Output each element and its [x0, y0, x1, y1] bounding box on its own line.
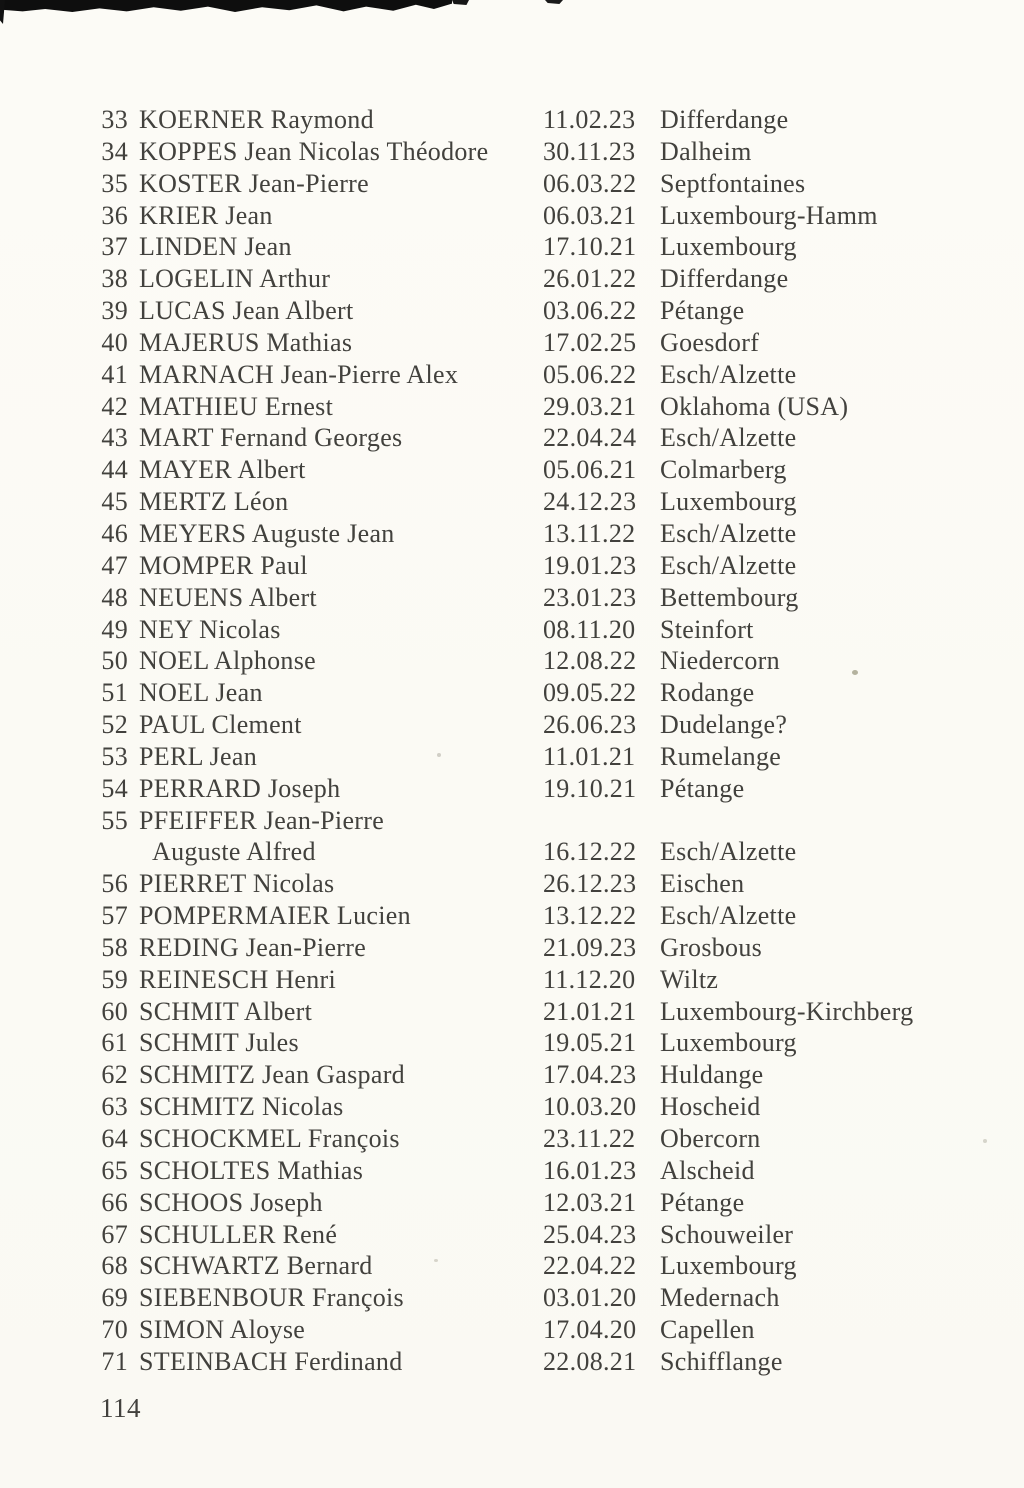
entry-birthdate: 22.08.21	[543, 1346, 637, 1376]
entry-number: 69	[101, 1283, 128, 1313]
entry-number: 64	[101, 1124, 128, 1153]
entry-name: NOEL Jean	[139, 678, 263, 708]
list-row	[97, 645, 957, 677]
list-row	[97, 1187, 957, 1219]
entry-name: MART Fernand Georges	[139, 423, 403, 453]
entry-name: SCHMITZ Jean Gaspard	[139, 1060, 405, 1090]
entry-number: 66	[101, 1187, 128, 1217]
list-row	[97, 136, 957, 168]
list-row	[97, 932, 957, 964]
entry-name: PERL Jean	[139, 741, 257, 771]
entry-number: 45	[101, 487, 128, 517]
entry-birthdate: 10.03.20	[543, 1092, 637, 1122]
list-row	[97, 709, 957, 741]
entry-birthplace: Schouweiler	[660, 1219, 794, 1249]
entry-birthdate: 17.02.25	[543, 327, 637, 357]
entry-birthplace: Differdange	[660, 105, 789, 134]
list-row	[97, 359, 957, 391]
entry-number: 34	[101, 136, 128, 166]
entry-birthdate: 17.04.20	[543, 1315, 637, 1345]
entry-name: KOERNER Raymond	[139, 105, 374, 134]
entry-birthdate: 16.01.23	[543, 1155, 637, 1185]
entry-birthplace: Obercorn	[660, 1124, 761, 1153]
entry-name: SCHWARTZ Bernard	[139, 1251, 373, 1281]
entry-name: MOMPER Paul	[139, 550, 308, 580]
entry-name: KOSTER Jean-Pierre	[139, 168, 369, 198]
list-row	[97, 1250, 957, 1282]
entry-number: 36	[101, 200, 128, 230]
scan-speck	[983, 1139, 987, 1143]
list-row	[97, 454, 957, 486]
scan-speck	[437, 753, 441, 757]
entry-number: 54	[101, 773, 128, 803]
scan-artifact-corner	[0, 0, 5, 24]
list-row	[97, 868, 957, 900]
entry-birthdate: 19.05.21	[543, 1028, 637, 1058]
page-number: 114	[100, 1393, 141, 1423]
entry-birthdate: 23.11.22	[543, 1124, 636, 1153]
entry-name: LOGELIN Arthur	[139, 264, 331, 294]
entry-number: 71	[101, 1346, 128, 1376]
entry-name: MAYER Albert	[139, 455, 306, 485]
entry-birthdate: 12.08.22	[543, 646, 637, 676]
entry-number: 37	[101, 232, 128, 262]
entry-number: 41	[101, 359, 128, 389]
name-register-list	[97, 104, 957, 1378]
entry-birthplace: Niedercorn	[660, 646, 780, 676]
list-row	[97, 1346, 957, 1378]
list-row	[97, 677, 957, 709]
entry-birthplace: Esch/Alzette	[660, 359, 797, 389]
entry-birthdate	[543, 805, 660, 837]
entry-number: 55	[101, 805, 128, 835]
entry-name: MARNACH Jean-Pierre Alex	[139, 359, 459, 389]
entry-number: 57	[101, 901, 128, 931]
entry-birthdate: 26.12.23	[543, 869, 637, 899]
list-row	[97, 1155, 957, 1187]
entry-birthplace: Rodange	[660, 678, 755, 708]
entry-number: 43	[101, 423, 128, 453]
entry-number: 50	[101, 646, 128, 676]
entry-name: REINESCH Henri	[139, 964, 337, 994]
entry-birthdate: 29.03.21	[543, 391, 637, 421]
entry-birthplace: Schifflange	[660, 1346, 783, 1376]
entry-name: KRIER Jean	[139, 200, 273, 230]
entry-name: PAUL Clement	[139, 710, 302, 740]
list-row	[97, 168, 957, 200]
entry-name: KOPPES Jean Nicolas Théodore	[139, 136, 489, 166]
list-row	[97, 1314, 957, 1346]
entry-number: 59	[101, 964, 128, 994]
entry-birthplace: Capellen	[660, 1315, 755, 1345]
entry-name: STEINBACH Ferdinand	[139, 1346, 403, 1376]
entry-birthplace: Esch/Alzette	[660, 518, 797, 548]
entry-number: 35	[101, 168, 128, 198]
entry-number: 51	[101, 678, 128, 708]
entry-number: 53	[101, 741, 128, 771]
entry-birthdate: 22.04.24	[543, 423, 637, 453]
list-row	[97, 1282, 957, 1314]
entry-birthplace: Dudelange?	[660, 710, 788, 740]
entry-birthdate: 13.12.22	[543, 901, 637, 931]
scan-artifact-top-bar	[0, 0, 452, 12]
entry-birthdate: 08.11.20	[543, 614, 636, 644]
list-row	[97, 1091, 957, 1123]
list-row	[97, 518, 957, 550]
entry-birthdate: 23.01.23	[543, 582, 637, 612]
entry-birthplace: Luxembourg	[660, 487, 797, 517]
entry-birthdate: 19.10.21	[543, 773, 637, 803]
entry-number: 62	[101, 1060, 128, 1090]
entry-name: SIMON Aloyse	[139, 1315, 306, 1345]
list-row	[97, 1027, 957, 1059]
scan-speck	[852, 670, 858, 675]
entry-name: LUCAS Jean Albert	[139, 296, 354, 326]
entry-birthdate: 03.01.20	[543, 1283, 637, 1313]
entry-birthdate: 16.12.22	[543, 837, 637, 867]
entry-birthplace: Alscheid	[660, 1155, 755, 1185]
list-row	[97, 614, 957, 646]
list-row	[97, 486, 957, 518]
list-row	[97, 1059, 957, 1091]
entry-number: 47	[101, 550, 128, 580]
entry-birthplace: Rumelange	[660, 741, 782, 771]
entry-name: MERTZ Léon	[139, 487, 289, 517]
entry-number: 46	[101, 518, 128, 548]
entry-birthdate: 13.11.22	[543, 518, 636, 548]
entry-birthplace: Esch/Alzette	[660, 550, 797, 580]
entry-name: SIEBENBOUR François	[139, 1283, 404, 1313]
list-row	[97, 263, 957, 295]
entry-number: 63	[101, 1092, 128, 1122]
entry-number: 49	[101, 614, 128, 644]
entry-number: 40	[101, 327, 128, 357]
entry-name: SCHULLER René	[139, 1219, 338, 1249]
entry-birthplace: Differdange	[660, 264, 789, 294]
list-row	[97, 391, 957, 423]
entry-name: SCHOOS Joseph	[139, 1187, 323, 1217]
entry-birthdate: 05.06.22	[543, 359, 637, 389]
entry-birthplace: Luxembourg	[660, 232, 797, 262]
entry-birthdate: 11.01.21	[543, 741, 636, 771]
entry-birthdate: 19.01.23	[543, 550, 637, 580]
list-row	[97, 295, 957, 327]
list-row	[97, 327, 957, 359]
list-row	[97, 996, 957, 1028]
entry-name: Auguste Alfred	[152, 837, 316, 867]
list-row	[97, 422, 957, 454]
entry-birthplace: Wiltz	[660, 964, 719, 994]
list-row	[97, 805, 957, 837]
entry-birthdate: 03.06.22	[543, 296, 637, 326]
entry-birthplace	[660, 805, 957, 837]
entry-name: PFEIFFER Jean-Pierre	[139, 805, 385, 835]
list-row	[97, 582, 957, 614]
entry-number: 42	[101, 391, 128, 421]
list-row	[97, 741, 957, 773]
entry-number: 61	[101, 1028, 128, 1058]
entry-birthplace: Bettembourg	[660, 582, 799, 612]
entry-birthplace: Dalheim	[660, 136, 752, 166]
entry-name: SCHOLTES Mathias	[139, 1155, 364, 1185]
scan-artifact-dash	[452, 0, 469, 5]
entry-birthplace: Pétange	[660, 1187, 745, 1217]
entry-name: SCHOCKMEL François	[139, 1124, 400, 1153]
entry-birthplace: Hoscheid	[660, 1092, 761, 1122]
entry-birthplace: Esch/Alzette	[660, 901, 797, 931]
entry-number: 44	[101, 455, 128, 485]
entry-name: NEUENS Albert	[139, 582, 317, 612]
entry-number: 70	[101, 1315, 128, 1345]
entry-name: SCHMIT Jules	[139, 1028, 299, 1058]
entry-birthplace: Esch/Alzette	[660, 423, 797, 453]
entry-birthplace: Goesdorf	[660, 327, 760, 357]
entry-birthdate: 06.03.21	[543, 200, 637, 230]
entry-birthdate: 06.03.22	[543, 168, 637, 198]
entry-number: 56	[101, 869, 128, 899]
list-row	[97, 1123, 957, 1155]
entry-name: REDING Jean-Pierre	[139, 932, 367, 962]
entry-number	[97, 836, 128, 868]
entry-birthplace: Pétange	[660, 773, 745, 803]
list-row	[97, 104, 957, 136]
entry-birthplace: Luxembourg	[660, 1028, 797, 1058]
entry-birthplace: Oklahoma (USA)	[660, 391, 849, 421]
entry-birthplace: Colmarberg	[660, 455, 787, 485]
entry-name: PERRARD Joseph	[139, 773, 341, 803]
entry-name: LINDEN Jean	[139, 232, 292, 262]
entry-birthdate: 11.02.23	[543, 105, 636, 134]
list-row	[97, 200, 957, 232]
entry-birthplace: Steinfort	[660, 614, 754, 644]
entry-name: PIERRET Nicolas	[139, 869, 335, 899]
entry-number: 67	[101, 1219, 128, 1249]
entry-number: 65	[101, 1155, 128, 1185]
entry-birthdate: 21.01.21	[543, 996, 637, 1026]
list-row	[97, 550, 957, 582]
scan-artifact-dash	[545, 0, 563, 4]
entry-birthdate: 11.12.20	[543, 964, 636, 994]
entry-birthdate: 17.10.21	[543, 232, 637, 262]
entry-birthdate: 24.12.23	[543, 487, 637, 517]
entry-birthdate: 26.01.22	[543, 264, 637, 294]
entry-number: 60	[101, 996, 128, 1026]
entry-number: 58	[101, 932, 128, 962]
entry-birthdate: 25.04.23	[543, 1219, 637, 1249]
scan-speck	[434, 1259, 438, 1262]
entry-birthplace: Luxembourg	[660, 1251, 797, 1281]
list-row	[97, 231, 957, 263]
entry-birthplace: Luxembourg-Hamm	[660, 200, 878, 230]
entry-birthdate: 30.11.23	[543, 136, 636, 166]
entry-name: MEYERS Auguste Jean	[139, 518, 395, 548]
entry-number: 48	[101, 582, 128, 612]
list-row	[97, 1219, 957, 1251]
entry-birthdate: 12.03.21	[543, 1187, 637, 1217]
entry-name: MATHIEU Ernest	[139, 391, 334, 421]
entry-birthplace: Luxembourg-Kirchberg	[660, 996, 914, 1026]
entry-birthdate: 26.06.23	[543, 710, 637, 740]
entry-birthplace: Eischen	[660, 869, 745, 899]
entry-birthplace: Grosbous	[660, 932, 763, 962]
list-row	[97, 773, 957, 805]
entry-number: 52	[101, 710, 128, 740]
entry-birthplace: Esch/Alzette	[660, 837, 797, 867]
entry-name: NOEL Alphonse	[139, 646, 316, 676]
entry-birthdate: 09.05.22	[543, 678, 637, 708]
entry-birthdate: 17.04.23	[543, 1060, 637, 1090]
list-row	[97, 900, 957, 932]
list-row	[97, 964, 957, 996]
entry-name: SCHMITZ Nicolas	[139, 1092, 344, 1122]
entry-birthplace: Huldange	[660, 1060, 764, 1090]
entry-name: MAJERUS Mathias	[139, 327, 353, 357]
entry-name: NEY Nicolas	[139, 614, 281, 644]
entry-number: 33	[101, 105, 128, 134]
entry-birthplace: Medernach	[660, 1283, 780, 1313]
entry-birthdate: 22.04.22	[543, 1251, 637, 1281]
entry-birthplace: Pétange	[660, 296, 745, 326]
entry-birthplace: Septfontaines	[660, 168, 806, 198]
entry-birthdate: 05.06.21	[543, 455, 637, 485]
list-row	[97, 836, 957, 868]
entry-name: SCHMIT Albert	[139, 996, 313, 1026]
entry-name: POMPERMAIER Lucien	[139, 901, 411, 931]
entry-number: 38	[101, 264, 128, 294]
entry-number: 39	[101, 296, 128, 326]
entry-number: 68	[101, 1251, 128, 1281]
entry-birthdate: 21.09.23	[543, 932, 637, 962]
